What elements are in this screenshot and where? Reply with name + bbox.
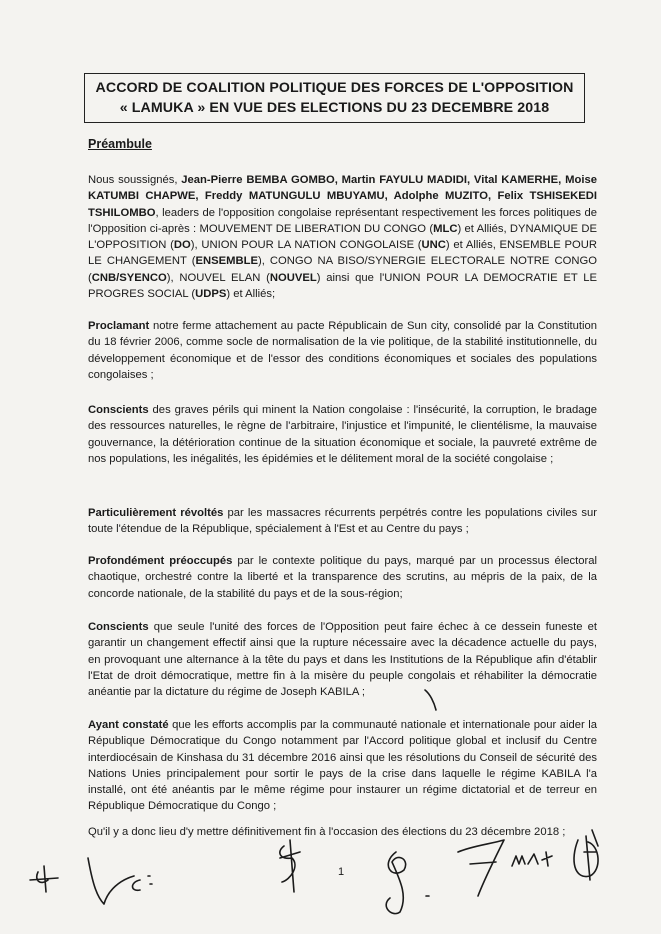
- title-line-2: « LAMUKA » EN VUE DES ELECTIONS DU 23 DECEMBRE 2018: [119, 100, 550, 116]
- signature-6: [512, 852, 552, 866]
- p1-text: ), CONGO NA BISO/SYNERGIE ELECTORALE NOTRE CONGO (: [88, 255, 597, 284]
- p1-acronym-nouvel: NOUVEL: [269, 271, 317, 284]
- p4-lead: Particulièrement révoltés: [88, 507, 224, 519]
- p3-text: des graves périls qui minent la Nation congolaise : l'insécurité, la corruption, le bradage des ressources naturelles, le règne de l'arbitraire, l'injustice et l'impunité, le clientélisme, la mauvaise gouvernance, la détérioration continue de la situation économique et sociale, la pauvreté extrême de nos populations, les inégalités, les épidémies et le délitement moral de la société congolaise ;: [88, 404, 597, 465]
- p1-acronym-cnb: CNB/SYENCO: [91, 271, 167, 284]
- p1-acronym-ensemble: ENSEMBLE: [195, 255, 258, 268]
- p2-lead: Proclamant: [88, 320, 150, 332]
- p1-text: ), UNION POUR LA NATION CONGOLAISE (: [190, 239, 422, 252]
- page-number: 1: [338, 866, 345, 878]
- signature-7: [574, 830, 598, 880]
- p1-acronym-mlc: MLC: [433, 222, 458, 235]
- signature-5: [458, 840, 504, 896]
- p7-text: que les efforts accomplis par la communauté nationale et internationale pour aider la République Démocratique du Congo notamment par l'Accord politique global et inclusif du Centre interdiocésain de Kinshasa du 31 décembre 2016 ainsi que les résolutions du Conseil de sécurité des Nations Unies principalement pour sortir le pays de la crise dans laquelle le régime KABILA l'a installé, ont été anéantis par le même régime pour instaurer un régime dictatorial et de terreur en République Démocratique du Congo ;: [88, 719, 597, 813]
- p1-acronym-do: DO: [173, 239, 191, 252]
- p1-text: ) et Alliés;: [226, 288, 276, 301]
- preamble-heading: Préambule: [88, 137, 152, 151]
- p5-lead: Profondément préoccupés: [88, 555, 233, 567]
- p3-lead: Conscients: [88, 404, 149, 416]
- pen-mark: [425, 690, 436, 710]
- p7-lead: Ayant constaté: [88, 719, 169, 731]
- signature-2: [88, 858, 152, 904]
- p6-text: que seule l'unité des forces de l'Opposition peut faire échec à ce dessein funeste et garantir un changement effectif ainsi que la rupture nécessaire avec la décadence actuelle du pays, en provoquant une alternance à la tête du pays et dans les Institutions de la République afin d'établir l'Etat de droit démocratique, mettre fin à la misère du peuple congolais et réhabiliter la démocratie anéantie par la dictature du régime de Joseph KABILA ;: [88, 621, 597, 699]
- title-line-1: ACCORD DE COALITION POLITIQUE DES FORCES DE L'OPPOSITION: [95, 80, 574, 96]
- signature-1: [30, 866, 58, 892]
- p1-text: ), NOUVEL ELAN (: [166, 271, 270, 284]
- p2-text: notre ferme attachement au pacte Républicain de Sun city, consolidé par la Constitution du 18 février 2006, comme socle de normalisation de la vie politique, de la stabilité institutionnelle, du développement économique et de l'essor des conditions économiques et sociales des populations congolaises ;: [88, 320, 597, 381]
- p1-acronym-udps: UDPS: [195, 288, 227, 301]
- p4-text: par les massacres récurrents perpétrés contre les populations civiles sur toute l'étendue de la République, spécialement à l'Est et au Centre du pays ;: [88, 507, 597, 536]
- p5-text: par le contexte politique du pays, marqué par un processus électoral chaotique, orchestré contre la liberté et la transparence des scrutins, au mépris de la paix, de la concorde nationale, de la stabilité du pays et de la sous-région;: [88, 555, 597, 600]
- p6-lead: Conscients: [88, 621, 149, 633]
- p1-text: , leaders de l'opposition congolaise représentant respectivement les forces politiques de l'Opposition ci-après : MOUVEMENT DE LIBERATION DU CONGO (: [88, 206, 597, 235]
- p1-text: ) et Alliés, ENSEMBLE POUR LE CHANGEMENT (: [88, 239, 598, 268]
- p8-text: Qu'il y a donc lieu d'y mettre définitivement fin à l'occasion des élections du 23 décembre 2018 ;: [88, 826, 566, 838]
- signature-4: [386, 852, 429, 914]
- p1-text: ) et Alliés, DYNAMIQUE DE L'OPPOSITION (: [88, 222, 597, 252]
- signature-3: [280, 840, 300, 892]
- p1-text: ) ainsi que l'UNION POUR LA DEMOCRATIE ET LE PROGRES SOCIAL (: [88, 271, 597, 301]
- p1-acronym-unc: UNC: [421, 239, 446, 252]
- p1-names: Jean-Pierre BEMBA GOMBO, Martin FAYULU MADIDI, Vital KAMERHE, Moise KATUMBI CHAPWE, Freddy MATUNGULU MBUYAMU, Adolphe MUZITO, Felix TSHISEKEDI TSHILOMBO: [88, 174, 597, 219]
- p1-text: Nous soussignés,: [88, 174, 182, 186]
